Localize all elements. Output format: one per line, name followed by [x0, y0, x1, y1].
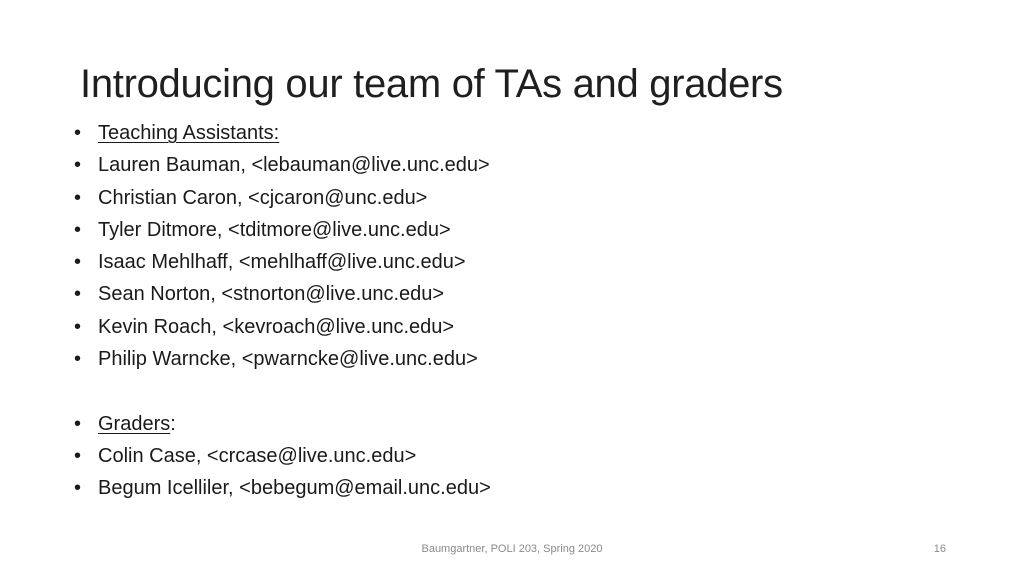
grader-heading-colon: :: [170, 412, 176, 435]
bullet-dot: •: [74, 251, 82, 274]
bullet-dot: •: [74, 477, 82, 500]
bullet-dot: •: [74, 444, 82, 467]
bullet-list: [74, 117, 954, 505]
grader-item: [74, 440, 954, 472]
ta-heading: Teaching Assistants:: [98, 122, 280, 144]
grader-contact: Colin Case, <crcase@live.unc.edu>: [98, 444, 417, 467]
bullet-dot: •: [74, 122, 82, 144]
ta-item: [74, 214, 954, 246]
ta-contact: Isaac Mehlhaff, <mehlhaff@live.unc.edu>: [98, 251, 466, 274]
page-number: 16: [933, 543, 946, 555]
bullet-dot: •: [74, 348, 82, 371]
grader-heading: Graders: [98, 412, 171, 435]
ta-contact: Christian Caron, <cjcaron@unc.edu>: [98, 186, 428, 209]
ta-item: [74, 278, 954, 310]
bullet-dot: •: [74, 315, 82, 338]
ta-contact: Sean Norton, <stnorton@live.unc.edu>: [98, 283, 445, 306]
bullet-dot: •: [74, 412, 82, 435]
footer-text: Baumgartner, POLI 203, Spring 2020: [421, 543, 603, 555]
bullet-dot: •: [74, 186, 82, 209]
ta-heading-item: [74, 117, 954, 149]
bullet-dot: •: [74, 154, 82, 177]
ta-contact: Philip Warncke, <pwarncke@live.unc.edu>: [98, 348, 478, 371]
list-spacer: [74, 375, 954, 407]
bullet-dot: •: [74, 218, 82, 241]
ta-contact: Lauren Bauman, <lebauman@live.unc.edu>: [98, 154, 490, 177]
ta-item: [74, 311, 954, 343]
bullet-dot: •: [74, 283, 82, 306]
grader-item: [74, 472, 954, 504]
grader-contact: Begum Icelliler, <bebegum@email.unc.edu>: [98, 477, 491, 500]
ta-contact: Tyler Ditmore, <tditmore@live.unc.edu>: [98, 218, 451, 241]
slide-title: Introducing our team of TAs and graders: [80, 62, 783, 106]
ta-item: [74, 343, 954, 375]
grader-heading-item: [74, 408, 954, 440]
ta-item: [74, 149, 954, 181]
ta-item: [74, 182, 954, 214]
ta-item: [74, 246, 954, 278]
ta-contact: Kevin Roach, <kevroach@live.unc.edu>: [98, 315, 455, 338]
